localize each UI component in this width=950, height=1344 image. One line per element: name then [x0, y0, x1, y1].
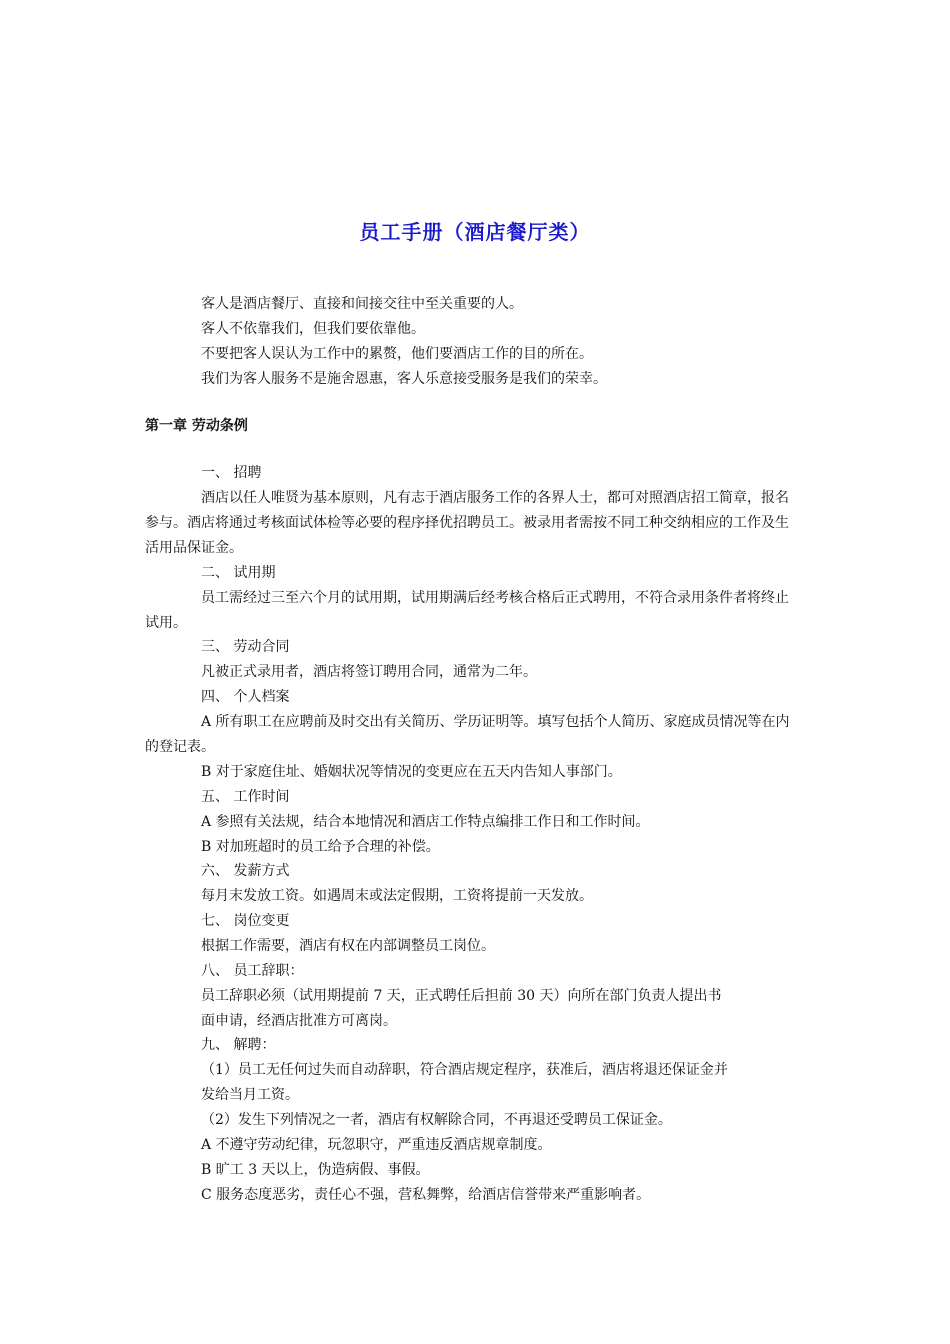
paragraph-line: B 对于家庭住址、婚姻状况等情况的变更应在五天内告知人事部门。 [201, 764, 622, 780]
section-heading: 三、 劳动合同 [201, 639, 290, 655]
paragraph-line: 发给当月工资。 [201, 1087, 299, 1103]
section-heading: 二、 试用期 [201, 565, 276, 581]
paragraph-line: 的登记表。 [145, 739, 215, 755]
paragraph-line: （2）发生下列情况之一者，酒店有权解除合同，不再退还受聘员工保证金。 [201, 1112, 672, 1128]
paragraph-line: 面申请，经酒店批准方可离岗。 [201, 1013, 397, 1029]
paragraph-line: 试用。 [145, 615, 187, 631]
intro-line: 不要把客人误认为工作中的累赘，他们要酒店工作的目的所在。 [201, 346, 593, 362]
section-heading: 七、 岗位变更 [201, 913, 290, 929]
paragraph-line: 员工辞职必须（试用期提前 7 天，正式聘任后担前 30 天）向所在部门负责人提出书 [201, 988, 722, 1004]
paragraph-line: 根据工作需要，酒店有权在内部调整员工岗位。 [201, 938, 495, 954]
intro-line: 客人是酒店餐厅、直接和间接交往中至关重要的人。 [201, 296, 523, 312]
paragraph-line: 酒店以任人唯贤为基本原则，凡有志于酒店服务工作的各界人士，都可对照酒店招工简章，报名 [201, 490, 789, 506]
paragraph-line: 员工需经过三至六个月的试用期，试用期满后经考核合格后正式聘用，不符合录用条件者将终止 [201, 590, 789, 606]
section-heading: 四、 个人档案 [201, 689, 290, 705]
paragraph-line: 每月末发放工资。如遇周末或法定假期，工资将提前一天发放。 [201, 888, 593, 904]
intro-line: 我们为客人服务不是施舍恩惠，客人乐意接受服务是我们的荣幸。 [201, 371, 607, 387]
section-heading: 八、 员工辞职： [201, 963, 304, 979]
intro-line: 客人不依靠我们，但我们要依靠他。 [201, 321, 425, 337]
paragraph-line: （1）员工无任何过失而自动辞职，符合酒店规定程序，获准后，酒店将退还保证金并 [201, 1062, 728, 1078]
paragraph-line: A 参照有关法规，结合本地情况和酒店工作特点编排工作日和工作时间。 [201, 814, 650, 830]
section-heading: 六、 发薪方式 [201, 863, 290, 879]
paragraph-line: 凡被正式录用者，酒店将签订聘用合同，通常为二年。 [201, 664, 537, 680]
section-heading: 九、 解聘： [201, 1037, 276, 1053]
document-title: 员工手册（酒店餐厅类） [359, 220, 591, 244]
paragraph-line: A 不遵守劳动纪律，玩忽职守，严重违反酒店规章制度。 [201, 1137, 552, 1153]
paragraph-line: 活用品保证金。 [145, 540, 243, 556]
section-heading: 五、 工作时间 [201, 789, 290, 805]
paragraph-line: B 对加班超时的员工给予合理的补偿。 [201, 839, 440, 855]
chapter-heading: 第一章 劳动条例 [145, 418, 248, 434]
paragraph-line: C 服务态度恶劣，责任心不强，营私舞弊，给酒店信誉带来严重影响者。 [201, 1187, 651, 1203]
section-heading: 一、 招聘 [201, 465, 262, 481]
paragraph-line: 参与。酒店将通过考核面试体检等必要的程序择优招聘员工。被录用者需按不同工种交纳相应的工作及生 [145, 515, 789, 531]
paragraph-line: A 所有职工在应聘前及时交出有关简历、学历证明等。填写包括个人简历、家庭成员情况等在内 [201, 714, 790, 730]
paragraph-line: B 旷工 3 天以上，伪造病假、事假。 [201, 1162, 430, 1178]
